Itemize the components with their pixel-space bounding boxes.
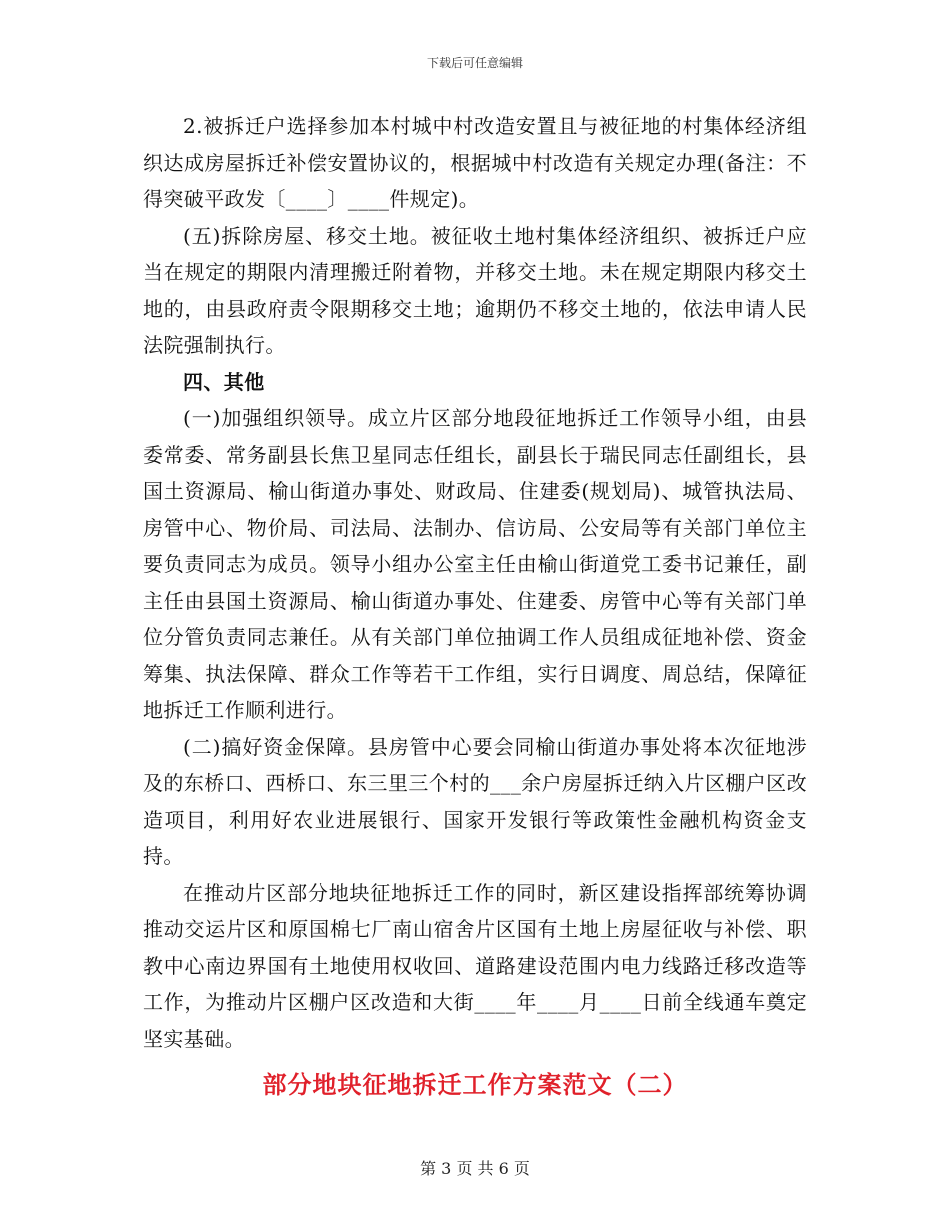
paragraph-item-2: 2.被拆迁户选择参加本村城中村改造安置且与被征地的村集体经济组织达成房屋拆迁补偿安置协议的，根据城中村改造有关规定办理(备注：不得突破平政发〔____〕____件规定)。 (143, 114, 807, 211)
paragraph-organization-leadership: (一)加强组织领导。成立片区部分地段征地拆迁工作领导小组，由县委常委、常务副县长焦卫星同志任组长，副县长于瑞民同志任副组长，县国土资源局、榆山街道办事处、财政局、住建委(规划局)、城管执法局、房管中心、物价局、司法局、法制办、信访局、公安局等有关部门单位主要负责同志为成员。领导小组办公室主任由榆山街道党工委书记兼任，副主任由县国土资源局、榆山街道办事处、住建委、房管中心等有关部门单位分管负责同志兼任。从有关部门单位抽调工作人员组成征地补偿、资金筹集、执法保障、群众工作等若干工作组，实行日调度、周总结，保障征地拆迁工作顺利进行。 (143, 406, 807, 722)
page-number-footer: 第 3 页 共 6 页 (420, 1159, 530, 1178)
document-body (143, 108, 807, 1105)
next-document-title: 部分地块征地拆迁工作方案范文（二） (262, 1070, 688, 1099)
paragraph-funding-guarantee: (二)搞好资金保障。县房管中心要会同榆山街道办事处将本次征地涉及的东桥口、西桥口、东三里三个村的___余户房屋拆迁纳入片区棚户区改造项目，利用好农业进展银行、国家开发银行等政策性金融机构资金支持。 (143, 734, 807, 868)
section-heading-other: 四、其他 (183, 369, 265, 394)
paragraph-coordination: 在推动片区部分地块征地拆迁工作的同时，新区建设指挥部统筹协调推动交运片区和原国棉七厂南山宿舍片区国有土地上房屋征收与补偿、职教中心南边界国有土地使用权收回、道路建设范围内电力线路迁移改造等工作，为推动片区棚户区改造和大街____年____月____日前全线通车奠定坚实基础。 (143, 880, 807, 1051)
paragraph-item-5: (五)拆除房屋、移交土地。被征收土地村集体经济组织、被拆迁户应当在规定的期限内清理搬迁附着物，并移交土地。未在规定期限内移交土地的，由县政府责令限期移交土地；逾期仍不移交土地的，依法申请人民法院强制执行。 (143, 223, 807, 357)
header-note: 下载后可任意编辑 (426, 56, 523, 70)
